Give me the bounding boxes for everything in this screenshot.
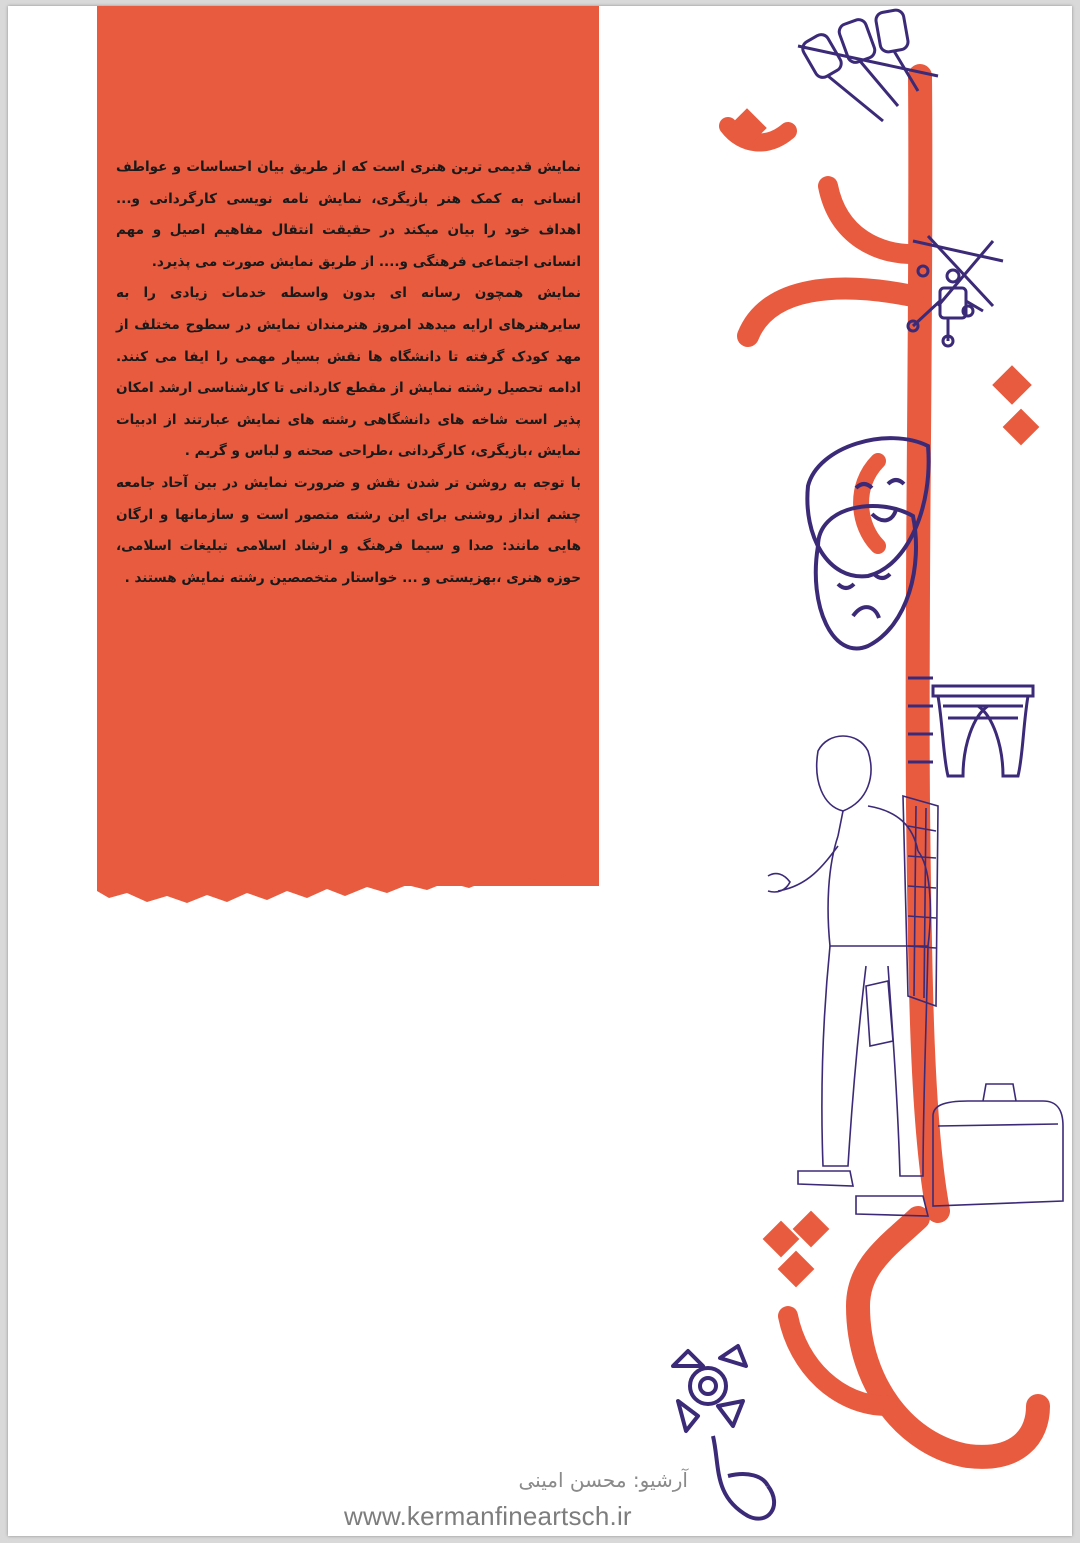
decorative-artwork — [8, 6, 1072, 1536]
film-camera-icon — [673, 1346, 774, 1519]
website-link[interactable]: www.kermanfineartsch.ir — [344, 1501, 632, 1531]
paragraph-1: نمایش قدیمی ترین هنری است که از طریق بیان احساسات و عواطف انسانی به کمک هنر بازیگری، نمایش نامه نویسی کارگردانی و... اهداف خود را بیان میکند در حقیقت انتقال مفاهیم اصیل و مهم انسانی اجتماعی فرهنگی و.... از طریق نمایش صورت می پذیرد. — [116, 159, 581, 270]
suitcase-icon — [933, 1084, 1063, 1206]
paragraph-3: با توجه به روشن تر شدن نقش و ضرورت نمایش در بین آحاد جامعه چشم انداز روشنی برای این رشته متصور است و سازمانها و ارگان هایی مانند: صدا و سیما فرهنگ و ارشاد اسلامی تبلیغات اسلامی، حوزه هنری ،بهزیستی و ... خواستار متخصصین رشته نمایش هستند . — [116, 474, 581, 586]
poster-page — [8, 6, 1072, 1536]
paragraph-2: نمایش همچون رسانه ای بدون واسطه خدمات زیادی را به سایرهنرهای ارایه میدهد امروز هنرمندان نمایش در سطوح مختلف از مهد کودک گرفته تا دانشگاه ها نقش بسیار مهمی را ایفا می کنند. ادامه تحصیل رشته نمایش از مقطع کاردانی تا کارشناسی ارشد امکان پذیر است شاخه های دانشگاهی رشته های نمایش عبارتند از ادبیات نمایش ،بازیگری، کارگردانی ،طراحی صحنه و لباس و گریم . — [116, 285, 581, 460]
archive-credit: آرشیو: محسن امینی — [518, 1468, 688, 1492]
